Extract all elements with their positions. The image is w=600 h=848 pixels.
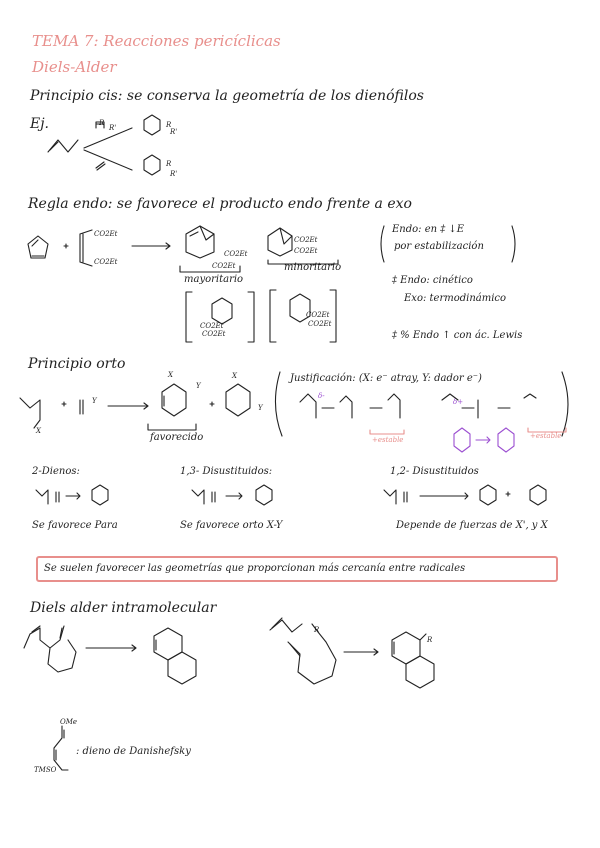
danishefsky-tmso: TMSO xyxy=(34,766,57,774)
ts-label-a: CO2Et xyxy=(200,322,224,330)
intramolecular-heading: Diels alder intramolecular xyxy=(30,600,217,616)
depends-label: Depende de fuerzas de X', y X xyxy=(396,520,548,531)
endo-note-line2: por estabilización xyxy=(394,241,484,252)
intra-substrate-2 xyxy=(270,618,336,684)
cis-product-1-ring xyxy=(144,115,160,135)
radicals-note: Se suelen favorecer las geometrías que proporcionan más cercanía entre radicales xyxy=(44,563,466,574)
favorecido-bracket xyxy=(148,424,196,430)
plus-sign-1 xyxy=(64,244,68,248)
ester-bottom: CO2Et xyxy=(94,258,118,266)
danishefsky-diene xyxy=(54,726,68,770)
cis-product-2-ring xyxy=(144,155,160,175)
delta-minus: δ- xyxy=(318,392,325,400)
justification-parens xyxy=(275,372,568,436)
favorecido-label: favorecido xyxy=(150,432,204,443)
meta-prod-x: X xyxy=(232,372,237,380)
purple-ts xyxy=(454,428,514,452)
ortho-prod-y: Y xyxy=(196,382,201,390)
ts-label-b: CO2Et xyxy=(202,330,226,338)
cis-arrows xyxy=(84,128,132,170)
cis-sub-r1: R xyxy=(99,119,105,127)
mayoritario-label: mayoritario xyxy=(184,274,244,285)
cis-principle-heading: Principio cis: se conserva la geometría de los dienófilos xyxy=(30,88,424,104)
cis-prod-r1: R xyxy=(166,121,172,129)
thermo-note: Exo: termodinámico xyxy=(404,293,507,304)
exo-prod-ester2: CO2Et xyxy=(294,247,318,255)
favor-orto-label: Se favorece orto X-Y xyxy=(180,520,283,531)
dienes-2-heading: 2-Dienos: xyxy=(32,466,80,477)
cis-prod-r2: R' xyxy=(170,128,178,136)
ortho-prod-x: X xyxy=(168,371,173,379)
ts-label-c: CO2Et xyxy=(306,311,330,319)
resonance-dienophile xyxy=(442,394,536,418)
intra-product-1 xyxy=(154,628,196,684)
cis-dienophile-2 xyxy=(96,162,105,170)
intra-arrow-1 xyxy=(86,645,136,651)
dienes-13-heading: 1,3- Disustituidos: xyxy=(180,466,273,477)
intra-arrow-2 xyxy=(344,649,378,655)
ester-top: CO2Et xyxy=(94,230,118,238)
endo-ts-bracket xyxy=(186,292,254,342)
endo-note-line1: Endo: en ‡ ↓E xyxy=(392,224,465,235)
intra-product-2 xyxy=(392,632,434,688)
intra-sub-r: R xyxy=(314,626,320,634)
resonance-diene xyxy=(300,394,400,418)
exo-ts-bracket xyxy=(270,290,336,342)
ortho-reaction-arrow xyxy=(108,403,148,409)
ortho-y: Y xyxy=(92,397,97,405)
ortho-dienophile xyxy=(80,400,83,414)
danishefsky-ome: OMe xyxy=(60,718,78,726)
plus-sign-3 xyxy=(210,402,214,406)
exo-product xyxy=(268,228,292,256)
page-title: TEMA 7: Reacciones pericíclicas xyxy=(32,32,281,50)
endo-note-parens xyxy=(381,226,515,262)
mayoritario-bracket xyxy=(180,266,240,272)
cyclopentadiene xyxy=(28,236,48,258)
cis-dienophile-1 xyxy=(96,122,104,128)
meta-prod-y: Y xyxy=(258,404,263,412)
plus-estable-1: +estable xyxy=(372,436,404,444)
ts-label-d: CO2Et xyxy=(308,320,332,328)
depends-example xyxy=(384,485,546,505)
cis-prod2-r1: R xyxy=(166,160,172,168)
justification-label: Justificación: (X: e⁻ atray, Y: dador e⁻) xyxy=(290,373,482,384)
intra-substrate-1 xyxy=(24,626,76,672)
ortho-product-ring xyxy=(162,384,186,416)
ortho-diene xyxy=(20,398,40,428)
ortho-principle-heading: Principio orto xyxy=(28,356,126,372)
section-diels-alder: Diels-Alder xyxy=(32,58,117,76)
endo-reaction-arrow xyxy=(132,243,170,249)
favor-para-label: Se favorece Para xyxy=(32,520,118,531)
endo-product xyxy=(186,226,214,258)
dienes-12-heading: 1,2- Disustituidos xyxy=(390,466,479,477)
cis-diene xyxy=(48,140,78,152)
para-example xyxy=(36,485,108,505)
plus-estable-2: +estable xyxy=(530,432,562,440)
ortho-x: X xyxy=(36,427,41,435)
diester-dienophile xyxy=(80,230,92,266)
exo-prod-ester1: CO2Et xyxy=(294,236,318,244)
endo-prod-ester2: CO2Et xyxy=(212,262,236,270)
intra-prod-sub-r: R xyxy=(427,636,433,644)
example-label: Ej. xyxy=(30,116,50,132)
cis-prod2-r2: R' xyxy=(170,170,178,178)
lewis-note: ‡ % Endo ↑ con ác. Lewis xyxy=(392,330,523,341)
minoritario-bracket xyxy=(268,260,338,264)
plus-sign-2 xyxy=(62,402,66,406)
meta-product-ring xyxy=(226,384,250,416)
minoritario-label: minoritario xyxy=(284,262,342,273)
orto-example xyxy=(192,485,272,505)
delta-plus: δ+ xyxy=(453,398,464,406)
cis-sub-r2: R' xyxy=(109,124,117,132)
danishefsky-label: : dieno de Danishefsky xyxy=(76,746,191,757)
endo-prod-ester1: CO2Et xyxy=(224,250,248,258)
endo-rule-heading: Regla endo: se favorece el producto endo frente a exo xyxy=(28,196,412,212)
kinetic-note: ‡ Endo: cinético xyxy=(392,275,473,286)
